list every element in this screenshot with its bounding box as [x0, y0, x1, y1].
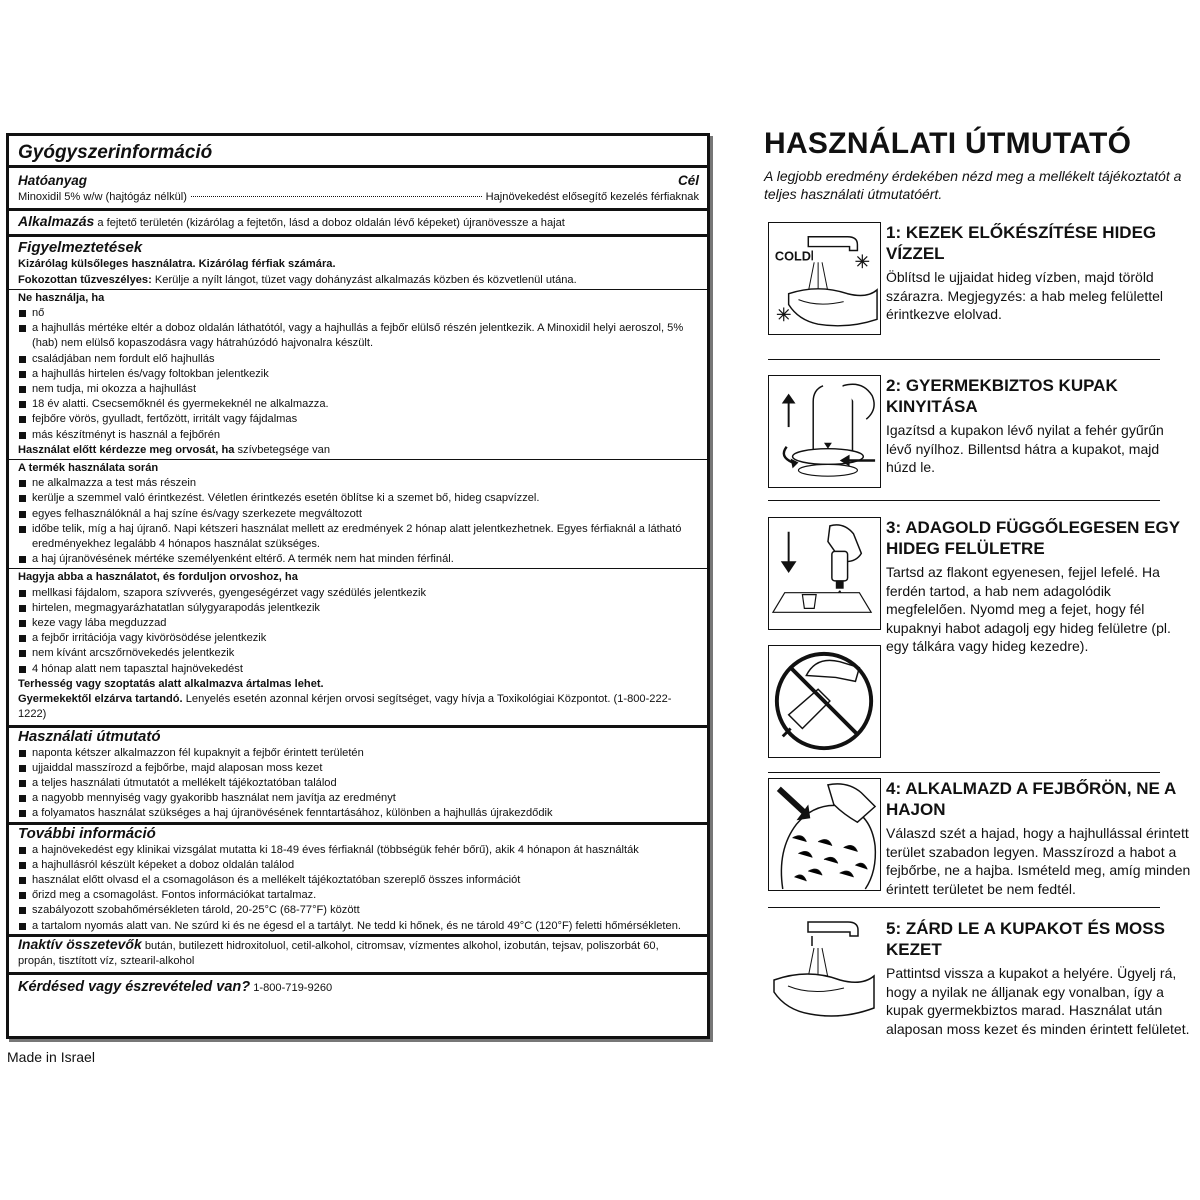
- child-resistant-cap-illustration: [768, 375, 881, 488]
- use-section: [18, 214, 699, 231]
- questions-heading: Kérdésed vagy észrevételed van?: [18, 979, 251, 996]
- step-2-text: [886, 375, 1193, 477]
- cold-label: COLD: [774, 248, 812, 264]
- arrow-up-icon: [782, 394, 796, 427]
- purpose: Hajnövekedést elősegítő kezelés férfiaknak: [485, 191, 699, 203]
- active-ingredient-row: [18, 190, 699, 205]
- dispense-upside-down-illustration: [768, 517, 881, 630]
- use-text: a fejtető területén (kizárólag a fejtetőn, lásd a doboz oldalán lévő képeket) újranövessze a hajat: [97, 217, 565, 230]
- apply-to-scalp-illustration: [768, 778, 881, 891]
- divider: [9, 234, 707, 237]
- stop-use-list: [18, 586, 699, 677]
- step-divider: [768, 772, 1160, 773]
- step-5-text: [886, 918, 1193, 1038]
- dotted-leader: [191, 196, 482, 197]
- active-ingredient-headings: [18, 172, 699, 190]
- list-item: a tartalom nyomás alatt van. Ne szúrd ki és ne égesd el a tartályt. Ne tedd ki hőnek, és ne tárold 49°C (120°F) feletti hőmérsékleten.: [18, 919, 699, 934]
- list-item: 18 év alatti. Csecsemőknél és gyermekeknél ne alkalmazza.: [18, 397, 699, 412]
- ask-doctor-label: Használat előtt kérdezze meg orvosát, ha: [18, 443, 235, 456]
- step-title: 2: GYERMEKBIZTOS KUPAK KINYITÁSA: [886, 376, 1118, 416]
- list-item: a hajnövekedést egy klinikai vizsgálat mutatta ki 18-49 éves férfiaknál (többségük fehér bőrű), akik 4 hónapon át használták: [18, 843, 699, 858]
- warn-external: Kizárólag külsőleges használatra. Kizárólag férfiak számára.: [18, 258, 336, 271]
- cold-water-hands-illustration: [768, 222, 881, 335]
- keep-away: [18, 692, 699, 722]
- list-item: 4 hónap alatt nem tapasztal hajnövekedést: [18, 662, 699, 677]
- list-item: hirtelen, megmagyarázhatatlan súlygyarapodás jelentkezik: [18, 601, 699, 616]
- step-title: 4: ALKALMAZD A FEJBŐRÖN, NE A HAJON: [886, 779, 1176, 819]
- divider: [9, 459, 707, 460]
- keep-away-text: Lenyelés esetén azonnal kérjen orvosi segítséget, vagy hívja a Toxikológiai Központot. (1-800-222-1222): [18, 693, 672, 721]
- do-not-use-heading: Ne használja, ha: [18, 291, 105, 304]
- list-item: használat előtt olvasd el a csomagoláson és a mellékelt tájékoztatóban szereplő összes információt: [18, 873, 699, 888]
- wash-hands-illustration: [768, 918, 881, 1031]
- list-item: időbe telik, míg a haj újranő. Napi kétszeri használat mellett az eredmények 2 hónap alatt jelentkezhetnek. Egyes férfiaknál a látható eredményekhez legalább 4 hónapos használat szükséges.: [18, 522, 699, 552]
- divider: [9, 568, 707, 569]
- other-info-list: [18, 843, 699, 934]
- questions: [18, 980, 699, 996]
- flammable-warning: [18, 273, 699, 288]
- flammable-text: Kerülje a nyílt lángot, tüzet vagy dohányzást alkalmazás közben és közvetlenül utána.: [154, 273, 577, 286]
- step-divider: [768, 359, 1160, 360]
- inactive-text: bután, butilezett hidroxitoluol, cetil-alkohol, citromsav, vízmentes alkohol, izobután, tejsav, poliszorbát 60, propán, tisztított víz, sztearil-alkohol: [18, 939, 659, 967]
- list-item: a hajhullás mértéke eltér a doboz oldalán láthatótól, vagy a hajhullás a fejbőr elülső részén jelentkezik. A Minoxidil helyi aeroszol, 5% (hab) nem elülső kopaszodásra vagy hátrahúzódó hajvonalra készült.: [18, 321, 699, 351]
- step-4-text: [886, 778, 1193, 898]
- step-title: 1: KEZEK ELŐKÉSZÍTÉSE HIDEG VÍZZEL: [886, 223, 1157, 263]
- list-item: a hajhullásról készült képeket a doboz oldalán találod: [18, 858, 699, 873]
- list-item: a haj újranövésének mértéke személyenként eltérő. A termék nem hat minden férfinál.: [18, 552, 699, 567]
- step-divider: [768, 907, 1160, 908]
- list-item: ne alkalmazza a test más részein: [18, 476, 699, 491]
- divider: [9, 208, 707, 211]
- keep-away-label: Gyermekektől elzárva tartandó.: [18, 693, 183, 706]
- warnings-heading: Figyelmeztetések: [18, 239, 143, 257]
- list-item: a folyamatos használat szükséges a haj újranövésének fenntartásához, különben a hajhullás újrakezdődik: [18, 806, 699, 821]
- inactive-ingredients: [18, 937, 699, 969]
- list-item: nem kívánt arcszőrnövekedés jelentkezik: [18, 646, 699, 661]
- step-description: Pattintsd vissza a kupakot a helyére. Ügyelj rá, hogy a nyilak ne álljanak egy vonalban, így a kupak gyermekbiztos marad. Használat után alaposan moss kezet és minden érintett felületet.: [886, 965, 1190, 1037]
- other-info-heading: További információ: [18, 824, 156, 842]
- arrow-down-right-icon: [779, 789, 810, 820]
- list-item: a hajhullás hirtelen és/vagy foltokban jelentkezik: [18, 367, 699, 382]
- list-item: naponta kétszer alkalmazzon fél kupaknyit a fejbőr érintett területén: [18, 746, 699, 761]
- list-item: keze vagy lába megduzzad: [18, 616, 699, 631]
- flammable-label: Fokozottan tűzveszélyes:: [18, 273, 152, 286]
- list-item: a fejbőr irritációja vagy kivörösödése jelentkezik: [18, 631, 699, 646]
- ask-doctor-text: szívbetegsége van: [237, 443, 331, 456]
- step-description: Öblítsd le ujjaidat hideg vízben, majd töröld szárazra. Megjegyzés: a hab meleg felülettel érintkezve elolvad.: [886, 269, 1164, 322]
- ask-doctor: [18, 443, 699, 458]
- snowflake-icon: [855, 254, 869, 268]
- step-description: Válaszd szét a hajad, hogy a hajhullással érintett terület szabadon legyen. Masszírozd a habot a fejbőrbe, ne a hajba. Ismételd meg, amíg minden érintett területet be nem fedtél.: [886, 825, 1191, 897]
- list-item: ujjaiddal masszírozd a fejbőrbe, majd alaposan moss kezet: [18, 761, 699, 776]
- list-item: a nagyobb mennyiség vagy gyakoribb használat nem javítja az eredményt: [18, 791, 699, 806]
- pregnancy-warning: Terhesség vagy szoptatás alatt alkalmazva ártalmas lehet.: [18, 677, 324, 690]
- do-not-use-list: [18, 306, 699, 443]
- use-heading: Alkalmazás: [18, 213, 95, 230]
- step-divider: [768, 500, 1160, 501]
- divider: [9, 289, 707, 290]
- when-using-list: [18, 476, 699, 567]
- guide-intro: A legjobb eredmény érdekében nézd meg a mellékelt tájékoztatót a teljes használati útmutatóért.: [764, 168, 1182, 202]
- snowflake-icon: [777, 307, 791, 321]
- arrow-down-icon: [781, 532, 797, 573]
- active-ingredient: Minoxidil 5% w/w (hajtógáz nélkül): [18, 191, 187, 203]
- list-item: fejbőre vörös, gyulladt, fertőzött, irritált vagy fájdalmas: [18, 412, 699, 427]
- drug-facts-panel: [6, 133, 710, 1039]
- purpose-heading: Cél: [677, 173, 699, 188]
- active-ingredient-heading: Hatóanyag: [18, 173, 88, 188]
- list-item: a teljes használati útmutatót a mellékelt tájékoztatóban találod: [18, 776, 699, 791]
- divider: [9, 165, 707, 168]
- facts-title: Gyógyszerinformáció: [18, 142, 213, 163]
- made-in-label: Made in Israel: [7, 1049, 95, 1065]
- no-tilted-dispense-illustration: [768, 645, 881, 758]
- list-item: családjában nem fordult elő hajhullás: [18, 352, 699, 367]
- step-title: 5: ZÁRD LE A KUPAKOT ÉS MOSS KEZET: [886, 919, 1165, 959]
- list-item: szabályozott szobahőmérsékleten tárold, 20-25°C (68-77°F) között: [18, 903, 699, 918]
- inactive-heading: Inaktív összetevők: [18, 935, 142, 952]
- step-description: Igazítsd a kupakon lévő nyilat a fehér gyűrűn lévő nyílhoz. Billentsd hátra a kupakot, majd húzd le.: [886, 422, 1164, 475]
- list-item: nő: [18, 306, 699, 321]
- guide-title: HASZNÁLATI ÚTMUTATÓ: [764, 127, 1132, 160]
- directions-list: [18, 746, 699, 822]
- questions-phone: 1-800-719-9260: [253, 982, 333, 995]
- list-item: kerülje a szemmel való érintkezést. Véletlen érintkezés esetén öblítse ki a szemet bő, hideg csapvízzel.: [18, 491, 699, 506]
- list-item: őrizd meg a csomagolást. Fontos információkat tartalmaz.: [18, 888, 699, 903]
- list-item: más készítményt is használ a fejbőrén: [18, 428, 699, 443]
- directions-heading: Használati útmutató: [18, 727, 161, 745]
- when-using-heading: A termék használata során: [18, 462, 159, 475]
- step-description: Tartsd az flakont egyenesen, fejjel lefelé. Ha ferdén tartod, a hab nem adagolódik megfelelően. Nyomd meg a fejet, hogy fél kupaknyi habot adagolj egy hideg felületre (pl. egy tálkára vagy hideg kezedre).: [886, 564, 1171, 654]
- step-title: 3: ADAGOLD FÜGGŐLEGESEN EGY HIDEG FELÜLETRE: [886, 518, 1180, 558]
- divider: [9, 972, 707, 975]
- step-1-text: [886, 222, 1193, 324]
- stop-use-heading: Hagyja abba a használatot, és forduljon orvoshoz, ha: [18, 571, 298, 584]
- list-item: mellkasi fájdalom, szapora szívverés, gyengeségérzet vagy szédülés jelentkezik: [18, 586, 699, 601]
- list-item: nem tudja, mi okozza a hajhullást: [18, 382, 699, 397]
- step-3-text: [886, 517, 1193, 656]
- list-item: egyes felhasználóknál a haj színe és/vagy szerkezete megváltozott: [18, 507, 699, 522]
